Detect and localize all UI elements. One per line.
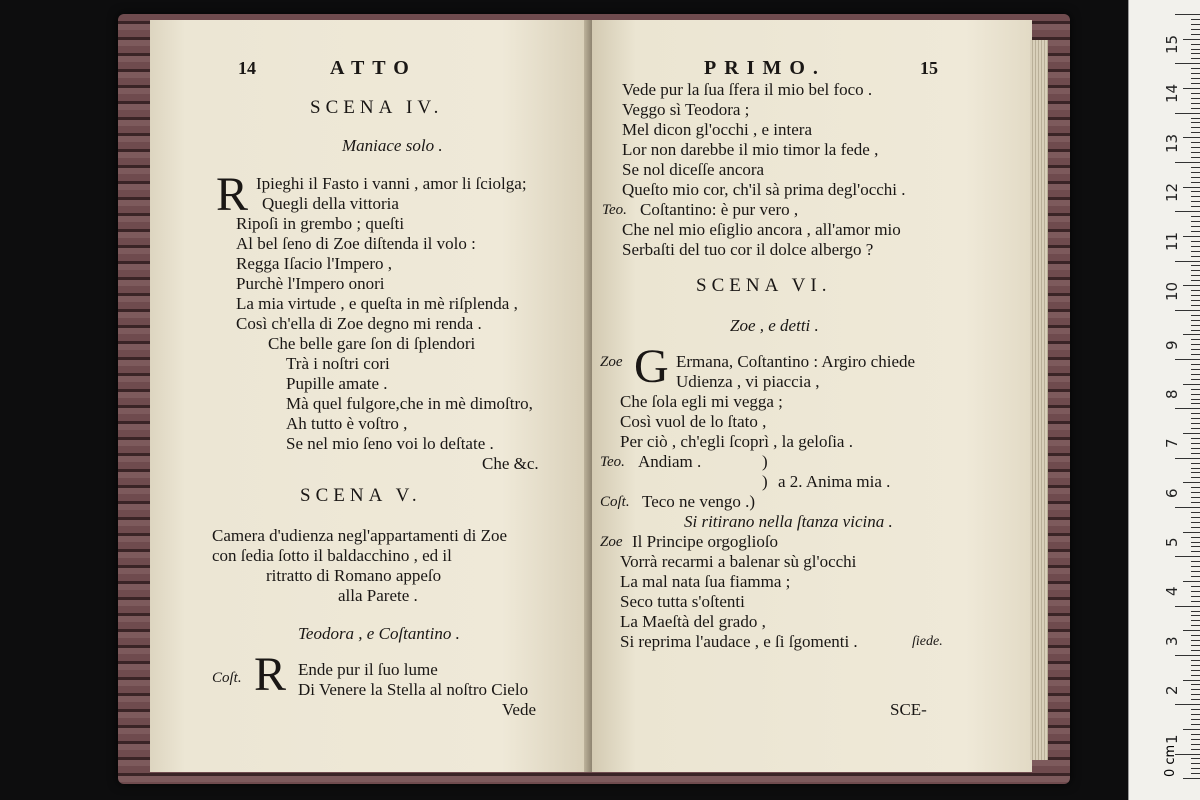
scene-vi-heading: SCENA VI. bbox=[696, 275, 832, 296]
ruler-tick bbox=[1191, 670, 1200, 671]
ruler-tick bbox=[1191, 611, 1200, 612]
verse-line: Che belle gare ſon di ſplendori bbox=[268, 334, 476, 353]
ruler-unit-label: 0 cm bbox=[1163, 744, 1178, 777]
speaker-cost: Coſt. bbox=[600, 494, 630, 510]
verse-line: La mal nata ſua fiamma ; bbox=[620, 572, 791, 591]
ruler-number: 4 bbox=[1163, 586, 1181, 597]
ruler-tick bbox=[1191, 295, 1200, 296]
ruler-tick bbox=[1191, 699, 1200, 700]
ruler-tick bbox=[1175, 754, 1200, 755]
ruler-tick bbox=[1191, 709, 1200, 710]
ruler-tick bbox=[1175, 113, 1200, 114]
ruler-tick bbox=[1191, 196, 1200, 197]
ruler-tick bbox=[1191, 177, 1200, 178]
ruler-tick bbox=[1183, 630, 1200, 631]
verse-line: Si reprima l'audace , e ſi ſgomenti . bbox=[620, 632, 858, 651]
ruler-tick bbox=[1191, 749, 1200, 750]
ruler-tick bbox=[1191, 448, 1200, 449]
scene-iv-heading: SCENA IV. bbox=[310, 97, 444, 118]
verse-line: Che nel mio eſiglio ancora , all'amor mio bbox=[622, 220, 901, 239]
ruler-tick bbox=[1183, 778, 1200, 779]
verse-line: Ripoſi in grembo ; queſti bbox=[236, 214, 405, 233]
verse-line: Regga Iſacio l'Impero , bbox=[236, 254, 393, 273]
ruler-tick bbox=[1191, 354, 1200, 355]
ruler-tick bbox=[1191, 315, 1200, 316]
ruler-tick bbox=[1191, 226, 1200, 227]
ruler-tick bbox=[1191, 561, 1200, 562]
ruler-tick bbox=[1191, 157, 1200, 158]
ruler-tick bbox=[1191, 330, 1200, 331]
ruler-tick bbox=[1175, 458, 1200, 459]
verse-line: La mia virtude , e queſta in mè riſplenda , bbox=[236, 294, 518, 313]
ruler-tick bbox=[1191, 773, 1200, 774]
ruler-tick bbox=[1175, 359, 1200, 360]
ruler-tick bbox=[1191, 665, 1200, 666]
ruler-tick bbox=[1191, 522, 1200, 523]
ruler-tick bbox=[1191, 468, 1200, 469]
verse-line: Quegli della vittoria bbox=[262, 194, 399, 213]
ruler-tick bbox=[1191, 635, 1200, 636]
ruler-tick bbox=[1175, 14, 1200, 15]
ruler-number: 13 bbox=[1163, 133, 1181, 153]
left-page bbox=[150, 20, 590, 772]
ruler-number: 14 bbox=[1163, 84, 1181, 104]
bracket-glyph: ) bbox=[762, 452, 768, 471]
ruler-tick bbox=[1191, 152, 1200, 153]
ruler-tick bbox=[1191, 453, 1200, 454]
ruler-tick bbox=[1191, 379, 1200, 380]
page-number-left: 14 bbox=[238, 58, 256, 78]
verse-line: Queſto mio cor, ch'il sà prima degl'occhi . bbox=[622, 180, 906, 199]
ruler-tick bbox=[1191, 339, 1200, 340]
ruler-tick bbox=[1191, 546, 1200, 547]
ruler-tick bbox=[1191, 300, 1200, 301]
verse-line: Così ch'ella di Zoe degno mi renda . bbox=[236, 314, 482, 333]
drop-cap-r: R bbox=[254, 648, 287, 701]
verse-line: Serbaſti del tuo cor il dolce albergo ? bbox=[622, 240, 874, 259]
ruler-tick bbox=[1191, 675, 1200, 676]
ruler-tick bbox=[1191, 122, 1200, 123]
ruler-number: 2 bbox=[1163, 685, 1181, 695]
stage-direction: Si ritirano nella ſtanza vicina . bbox=[684, 512, 893, 531]
ruler-tick bbox=[1191, 734, 1200, 735]
drop-cap-g: G bbox=[634, 340, 669, 393]
ruler-tick bbox=[1191, 758, 1200, 759]
running-head-right: PRIMO. bbox=[704, 57, 826, 79]
verse-line: Mel dicon gl'occhi , e intera bbox=[622, 120, 812, 139]
ruler-tick bbox=[1191, 127, 1200, 128]
ruler-tick bbox=[1191, 694, 1200, 695]
ruler-tick bbox=[1183, 729, 1200, 730]
verse-line: Ah tutto è voſtro , bbox=[286, 414, 408, 433]
bracket-glyph: ) bbox=[762, 472, 768, 491]
ruler-tick bbox=[1183, 236, 1200, 237]
ruler-tick bbox=[1191, 103, 1200, 104]
scene-v-characters: Teodora , e Coſtantino . bbox=[298, 624, 460, 643]
speaker-zoe: Zoe bbox=[600, 354, 623, 370]
ruler-tick bbox=[1191, 438, 1200, 439]
ruler-number: 15 bbox=[1163, 34, 1181, 54]
ruler-tick bbox=[1183, 581, 1200, 582]
ruler-number: 8 bbox=[1163, 389, 1181, 400]
ruler-number: 3 bbox=[1163, 636, 1181, 646]
ruler-number: 11 bbox=[1163, 232, 1181, 252]
ruler-tick bbox=[1191, 305, 1200, 306]
ruler-tick bbox=[1183, 532, 1200, 533]
ruler-tick bbox=[1175, 162, 1200, 163]
ruler-tick bbox=[1191, 275, 1200, 276]
ruler-tick bbox=[1191, 517, 1200, 518]
ruler-tick bbox=[1191, 83, 1200, 84]
ruler-tick bbox=[1191, 344, 1200, 345]
verse-line: Mà quel fulgore,che in mè dimoſtro, bbox=[286, 394, 533, 413]
ruler-tick bbox=[1191, 763, 1200, 764]
ruler-tick bbox=[1191, 265, 1200, 266]
ruler-tick bbox=[1191, 53, 1200, 54]
ruler-tick bbox=[1191, 369, 1200, 370]
scene-v-setting: Camera d'udienza negl'appartamenti di Zoe bbox=[212, 526, 508, 545]
ruler-tick bbox=[1191, 374, 1200, 375]
ruler-tick bbox=[1191, 625, 1200, 626]
ruler-tick bbox=[1191, 24, 1200, 25]
running-head-left: ATTO bbox=[330, 57, 417, 79]
verse-line: Seco tutta s'oſtenti bbox=[620, 592, 745, 611]
ruler-tick bbox=[1191, 660, 1200, 661]
ruler-tick bbox=[1191, 349, 1200, 350]
ruler-tick bbox=[1191, 290, 1200, 291]
verse-line: Lor non darebbe il mio timor la fede , bbox=[622, 140, 879, 159]
ruler-tick bbox=[1191, 73, 1200, 74]
ruler-tick bbox=[1191, 418, 1200, 419]
ruler-tick bbox=[1175, 655, 1200, 656]
ruler-tick bbox=[1191, 98, 1200, 99]
ruler-tick bbox=[1183, 384, 1200, 385]
ruler-tick bbox=[1191, 399, 1200, 400]
ruler-tick bbox=[1191, 49, 1200, 50]
ruler-number: 7 bbox=[1163, 438, 1181, 449]
ruler-tick bbox=[1191, 78, 1200, 79]
verse-line: Se nel mio ſeno voi lo deſtate . bbox=[286, 434, 494, 453]
ruler-tick bbox=[1191, 206, 1200, 207]
ruler-tick bbox=[1191, 472, 1200, 473]
ruler-number: 9 bbox=[1163, 340, 1181, 350]
ruler-tick bbox=[1191, 394, 1200, 395]
ruler-tick bbox=[1191, 463, 1200, 464]
ruler-tick bbox=[1191, 182, 1200, 183]
ruler-tick bbox=[1191, 714, 1200, 715]
ruler-tick bbox=[1191, 172, 1200, 173]
ruler-tick bbox=[1191, 142, 1200, 143]
ruler-tick bbox=[1191, 389, 1200, 390]
catchword-right: SCE- bbox=[890, 700, 927, 719]
verse-line: Andiam . bbox=[638, 452, 702, 471]
ruler-tick bbox=[1175, 408, 1200, 409]
ruler-tick bbox=[1191, 566, 1200, 567]
ruler-tick bbox=[1191, 256, 1200, 257]
ruler-tick bbox=[1191, 403, 1200, 404]
speaker-teo: Teo. bbox=[602, 202, 627, 218]
ruler-tick bbox=[1191, 650, 1200, 651]
ruler-tick bbox=[1191, 58, 1200, 59]
scene-v-setting: ritratto di Romano appeſo bbox=[266, 566, 442, 585]
verse-line: Purchè l'Impero onori bbox=[236, 274, 385, 293]
ruler-tick bbox=[1191, 487, 1200, 488]
ruler-tick bbox=[1175, 556, 1200, 557]
ruler-tick bbox=[1191, 537, 1200, 538]
page-number-right: 15 bbox=[920, 58, 938, 78]
verse-line: Ipieghi il Fasto i vanni , amor li ſciolga; bbox=[256, 174, 527, 193]
ruler-tick bbox=[1191, 551, 1200, 552]
ruler-tick bbox=[1191, 44, 1200, 45]
verse-line: Ermana, Coſtantino : Argiro chiede bbox=[676, 352, 916, 371]
verse-line: Vorrà recarmi a balenar sù gl'occhi bbox=[620, 552, 857, 571]
speaker-zoe: Zoe bbox=[600, 534, 623, 550]
scene-v-setting: con ſedia ſotto il baldacchino , ed il bbox=[212, 546, 452, 565]
verse-line: Per ciò , ch'egli ſcoprì , la geloſia . bbox=[620, 432, 853, 451]
ruler-tick bbox=[1191, 596, 1200, 597]
ruler-tick bbox=[1191, 201, 1200, 202]
ruler-tick bbox=[1191, 423, 1200, 424]
ruler-tick bbox=[1175, 606, 1200, 607]
ruler-tick bbox=[1191, 502, 1200, 503]
speaker-teo: Teo. bbox=[600, 454, 625, 470]
measurement-ruler bbox=[1128, 0, 1200, 800]
ruler-tick bbox=[1191, 477, 1200, 478]
verse-line: Se nol diceſſe ancora bbox=[622, 160, 765, 179]
ruler-tick bbox=[1191, 270, 1200, 271]
ruler-tick bbox=[1191, 497, 1200, 498]
ruler-tick bbox=[1191, 542, 1200, 543]
ruler-tick bbox=[1191, 132, 1200, 133]
stage-direction-siede: ſiede. bbox=[912, 634, 943, 649]
ruler-tick bbox=[1183, 285, 1200, 286]
ruler-tick bbox=[1191, 118, 1200, 119]
ruler-tick bbox=[1191, 576, 1200, 577]
drop-cap-r: R bbox=[216, 168, 249, 221]
verse-line: Coſtantino: è pur vero , bbox=[640, 200, 799, 219]
ruler-tick bbox=[1191, 19, 1200, 20]
ruler-tick bbox=[1183, 187, 1200, 188]
ruler-tick bbox=[1183, 334, 1200, 335]
scene-v-heading: SCENA V. bbox=[300, 485, 422, 506]
ruler-number: 12 bbox=[1163, 182, 1181, 202]
ruler-tick bbox=[1191, 216, 1200, 217]
verse-line: Trà i noſtri cori bbox=[286, 354, 390, 373]
ruler-tick bbox=[1191, 615, 1200, 616]
ruler-tick bbox=[1191, 620, 1200, 621]
ruler-tick bbox=[1183, 482, 1200, 483]
ruler-tick bbox=[1191, 689, 1200, 690]
ruler-tick bbox=[1191, 68, 1200, 69]
ruler-tick bbox=[1191, 108, 1200, 109]
ruler-tick bbox=[1191, 571, 1200, 572]
ruler-tick bbox=[1175, 507, 1200, 508]
ruler-tick bbox=[1175, 63, 1200, 64]
ruler-tick bbox=[1191, 280, 1200, 281]
verse-line: Di Venere la Stella al noſtro Cielo bbox=[298, 680, 529, 699]
ruler-tick bbox=[1175, 261, 1200, 262]
ruler-tick bbox=[1191, 601, 1200, 602]
verse-line: Udienza , vi piaccia , bbox=[676, 372, 820, 391]
ruler-tick bbox=[1191, 147, 1200, 148]
verse-line: Veggo sì Teodora ; bbox=[622, 100, 750, 119]
ruler-number: 10 bbox=[1163, 281, 1181, 301]
verse-line: Ende pur il ſuo lume bbox=[298, 660, 438, 679]
verse-line: Pupille amate . bbox=[286, 374, 388, 393]
ruler-number: 1 bbox=[1163, 734, 1181, 745]
ruler-tick bbox=[1175, 704, 1200, 705]
ruler-tick bbox=[1191, 591, 1200, 592]
verse-line: a 2. Anima mia . bbox=[778, 472, 891, 491]
ruler-tick bbox=[1191, 719, 1200, 720]
ruler-tick bbox=[1191, 512, 1200, 513]
scene-v-setting: alla Parete . bbox=[338, 586, 418, 605]
ruler-tick bbox=[1191, 739, 1200, 740]
right-page bbox=[592, 20, 1032, 772]
ruler-tick bbox=[1183, 88, 1200, 89]
ruler-tick bbox=[1191, 320, 1200, 321]
ruler-tick bbox=[1183, 137, 1200, 138]
ruler-tick bbox=[1191, 744, 1200, 745]
verse-line: Che &c. bbox=[482, 454, 539, 473]
scene-iv-characters: Maniace solo . bbox=[342, 136, 443, 155]
ruler-tick bbox=[1191, 724, 1200, 725]
ruler-number: 5 bbox=[1163, 537, 1181, 547]
ruler-tick bbox=[1191, 93, 1200, 94]
ruler-tick bbox=[1191, 231, 1200, 232]
verse-line: La Maeſtà del grado , bbox=[620, 612, 766, 631]
ruler-number: 6 bbox=[1163, 488, 1181, 498]
verse-line: Vede pur la ſua ſfera il mio bel foco . bbox=[622, 80, 873, 99]
ruler-tick bbox=[1175, 211, 1200, 212]
ruler-tick bbox=[1191, 34, 1200, 35]
verse-line: Il Principe orgoglioſo bbox=[632, 532, 779, 551]
ruler-tick bbox=[1175, 310, 1200, 311]
ruler-tick bbox=[1183, 680, 1200, 681]
ruler-tick bbox=[1191, 191, 1200, 192]
ruler-tick bbox=[1191, 167, 1200, 168]
ruler-tick bbox=[1191, 443, 1200, 444]
speaker-cost: Coſt. bbox=[212, 670, 242, 686]
ruler-tick bbox=[1191, 241, 1200, 242]
catchword-left: Vede bbox=[502, 700, 536, 719]
ruler-tick bbox=[1191, 768, 1200, 769]
verse-line: Che ſola egli mi vegga ; bbox=[620, 392, 783, 411]
ruler-tick bbox=[1191, 684, 1200, 685]
ruler-tick bbox=[1191, 325, 1200, 326]
ruler-tick bbox=[1191, 586, 1200, 587]
ruler-tick bbox=[1191, 428, 1200, 429]
ruler-tick bbox=[1191, 29, 1200, 30]
verse-line: Al bel ſeno di Zoe diſtenda il volo : bbox=[236, 234, 476, 253]
ruler-tick bbox=[1191, 527, 1200, 528]
ruler-tick bbox=[1191, 413, 1200, 414]
ruler-tick bbox=[1191, 645, 1200, 646]
page-edges bbox=[1030, 40, 1048, 760]
ruler-tick bbox=[1191, 364, 1200, 365]
verse-line: Così vuol de lo ſtato , bbox=[620, 412, 767, 431]
ruler-tick bbox=[1183, 433, 1200, 434]
scene-vi-characters: Zoe , e detti . bbox=[730, 316, 819, 335]
ruler-tick bbox=[1191, 251, 1200, 252]
ruler-tick bbox=[1191, 640, 1200, 641]
ruler-tick bbox=[1191, 246, 1200, 247]
verse-line: Teco ne vengo .) bbox=[642, 492, 756, 511]
ruler-tick bbox=[1191, 221, 1200, 222]
ruler-tick bbox=[1191, 492, 1200, 493]
ruler-tick bbox=[1183, 39, 1200, 40]
